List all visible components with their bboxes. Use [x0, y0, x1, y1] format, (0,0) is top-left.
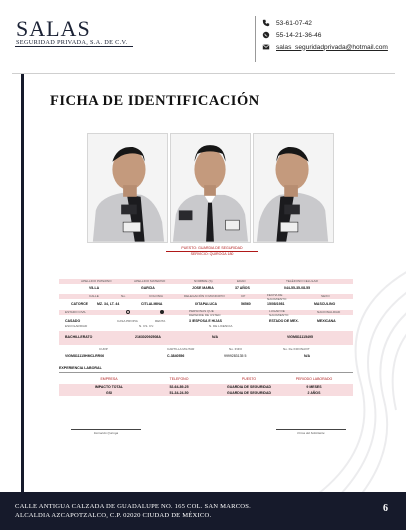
- exp-header-periodo: PERIODO LABORADO: [295, 377, 333, 381]
- label-apellido-materno: APELLIDO MATERNO: [134, 279, 166, 283]
- value-cartilla: C-3840556: [167, 354, 185, 358]
- option-renta: RENTA: [155, 319, 166, 323]
- logo-rule: [15, 46, 133, 47]
- person-profile-right-image: [254, 134, 333, 242]
- whatsapp-icon: [262, 31, 270, 39]
- label-nombre: NOMBRE (S): [194, 279, 213, 283]
- label-apellido-paterno: APELLIDO PATERNO: [81, 279, 112, 283]
- label-delegacion: DELEGACIÓN O MUNICIPIO: [184, 294, 225, 298]
- value-lugar-nacimiento: ESTADO DE MEX.: [269, 319, 299, 323]
- value-nacionalidad: MEXICANA: [317, 319, 336, 323]
- exp-header-telefono: TELEFONO: [169, 377, 189, 381]
- side-vertical-bar: [21, 74, 24, 492]
- puesto-line: PUESTO: GUARDIA DE SEGURIDAD: [166, 246, 258, 252]
- label-personas-dependen: PERSONAS QUE DEPENDE DE USTED: [189, 309, 221, 317]
- value-delegacion: IXTAPALUCA: [195, 302, 218, 306]
- label-escolaridad: ESCOLARIDAD: [65, 324, 88, 328]
- label-cs-cv: N. CS. CV.: [139, 324, 154, 328]
- person-profile-left-image: [88, 134, 167, 242]
- email-icon: [262, 43, 270, 51]
- header-divider: [255, 16, 256, 62]
- value-cp: 56560: [241, 302, 251, 306]
- exp-header-puesto: PUESTO: [241, 377, 257, 381]
- radio-casa-propia-icon: [126, 310, 130, 314]
- label-telefono-celular: TELÉFONO CELULAR: [286, 279, 318, 283]
- value-apellido-materno: GARCIA: [141, 286, 155, 290]
- contact-email: [262, 41, 388, 53]
- experience-header-row: [59, 377, 353, 383]
- value-infonavit: N/A: [304, 354, 311, 358]
- value-estado-civil: CASADO: [65, 319, 81, 323]
- exp-empresa: IMPACTO TOTAL: [94, 385, 124, 389]
- whatsapp-number: 55-14-21-36-46: [276, 31, 322, 39]
- photo-right-profile: [253, 133, 334, 243]
- person-front-image: [171, 134, 250, 242]
- contact-phone: [262, 17, 388, 29]
- value-nombre: JOSE MARIA: [192, 286, 214, 290]
- value-colonia: CITLALMINA: [141, 302, 163, 306]
- exp-telefono: 52-64-89-25: [169, 385, 189, 389]
- puesto-block: [166, 246, 258, 257]
- page-number: 6: [383, 503, 388, 514]
- phone-icon: [262, 19, 270, 27]
- servicio-line: SERVICIO: QUIROGA 180: [190, 252, 234, 256]
- value-info: 9999283135 5: [224, 354, 247, 358]
- value-personas-dependen: 3 /ESPOSA E HIJAS: [189, 319, 222, 323]
- value-curp: VIGM811115HMCLRR06: [65, 354, 105, 358]
- footer-address-line1: CALLE ANTIGUA CALZADA DE GUADALUPE NO. 165 COL. SAN MARCOS.: [15, 503, 251, 510]
- label-edad: EDAD: [237, 279, 246, 283]
- exp-puesto: GUARDIA DE SEGURIDAD: [226, 385, 271, 389]
- document-title: FICHA DE IDENTIFICACIÓN: [50, 93, 260, 109]
- label-calle: CALLE: [89, 294, 99, 298]
- exp-periodo: 2 AÑOS: [307, 391, 321, 395]
- exp-periodo: 9 MESES: [306, 385, 322, 389]
- label-estado-civil: ESTADO CIVIL: [65, 310, 87, 314]
- signature-line-right: [276, 429, 346, 430]
- footer-address: [15, 502, 251, 520]
- value-apellido-paterno: VILLA: [89, 286, 100, 290]
- label-fecha-nacimiento: FECHA DE NACIMIENTO: [267, 293, 287, 301]
- label-cartilla: CARTILLA MILITAR: [167, 347, 195, 351]
- value-calle: CATORCE: [71, 302, 88, 306]
- value-telefono-celular: 044-55-35-08-55: [284, 286, 311, 290]
- footer-address-line2: ALCALDIA AZCAPOTZALCO, C.P. 02020 CIUDAD DE MÉXICO.: [15, 512, 212, 519]
- value-fecha-nacimiento: 15/08/1981: [267, 302, 285, 306]
- value-sexo: MASCULINO: [314, 302, 336, 306]
- value-numero: MZ. 34, LT. 44: [97, 302, 120, 306]
- label-cp: CP: [241, 294, 246, 298]
- company-logo: [15, 16, 135, 56]
- footer-bar: [0, 492, 406, 530]
- label-numero: No.: [121, 294, 126, 298]
- signature-label-left: Fernando Quiroga: [93, 431, 119, 435]
- header-rule: [12, 73, 395, 74]
- value-edad: 37 AÑOS: [235, 286, 250, 290]
- label-lugar-nacimiento: LUGAR DE NACIMIENTO: [269, 309, 289, 317]
- identification-sheet: [56, 244, 356, 444]
- radio-renta-icon: [160, 310, 164, 314]
- email-link[interactable]: salas_seguridadprivada@hotmail.com: [276, 43, 388, 51]
- label-sexo: SEXO: [321, 294, 330, 298]
- photo-left-profile: [87, 133, 168, 243]
- label-curp: CURP: [99, 347, 108, 351]
- label-info: No. INFO: [229, 347, 243, 351]
- label-nacionalidad: NACIONALIDAD: [317, 310, 341, 314]
- label-colonia: COLONIA: [149, 294, 163, 298]
- experience-rule: [59, 372, 353, 373]
- value-escolaridad: BACHILLERATO: [65, 335, 93, 339]
- value-cs-cv: 216302092508A: [135, 335, 161, 339]
- exp-telefono: 51-34-24-50: [169, 391, 189, 395]
- signature-line-left: [71, 429, 141, 430]
- exp-puesto: GUARDIA DE SEGURIDAD: [226, 391, 271, 395]
- logo-subtitle: SEGURIDAD PRIVADA, S.A. DE C.V.: [16, 39, 128, 46]
- value-rfc: VIGM811115495: [287, 335, 313, 339]
- contact-block: [262, 17, 388, 53]
- label-infonavit: No. De INFONAVIT: [283, 347, 310, 351]
- logo-main-text: SALAS: [16, 16, 91, 41]
- label-licencia: N. DE LICENCIA: [209, 324, 233, 328]
- value-licencia: N/A: [212, 335, 219, 339]
- contact-whatsapp: [262, 29, 388, 41]
- phone-number: 53-61-07-42: [276, 19, 312, 27]
- option-casa-propia: CASA PROPIA: [117, 319, 138, 323]
- signature-label-right: Firma del Solicitante: [297, 431, 325, 435]
- exp-header-empresa: EMPRESA: [100, 377, 118, 381]
- photo-front: [170, 133, 251, 243]
- experience-title: EXPERIENCIA LABORAL: [59, 366, 102, 370]
- exp-empresa: GSI: [105, 391, 113, 395]
